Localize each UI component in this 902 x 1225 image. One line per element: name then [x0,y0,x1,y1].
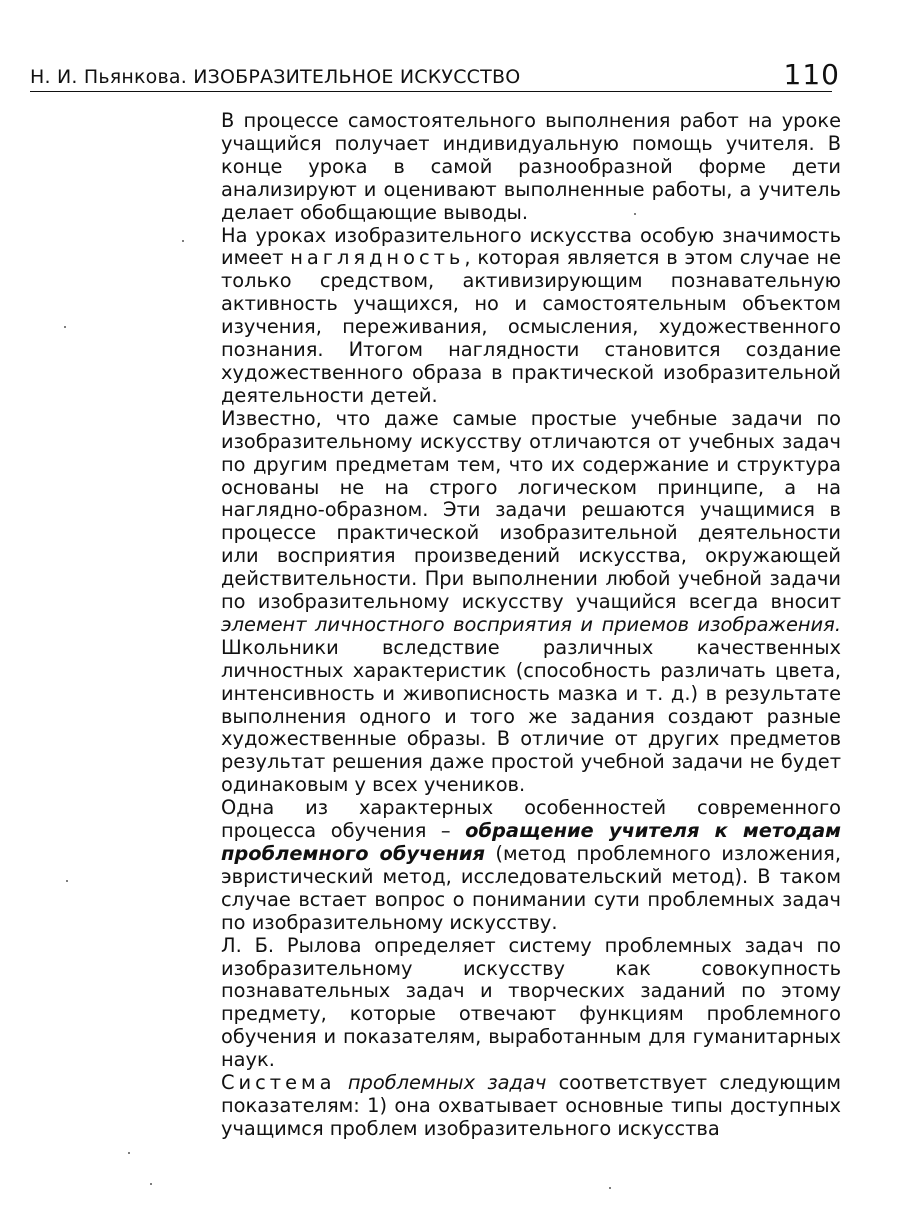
paragraph-3 [221,408,841,797]
spaced-term-sistema: Система [221,1071,336,1095]
scan-speck [128,1152,130,1154]
body-text [221,110,841,1141]
bold-italic-phrase: обращение учителя к методам проблемного обучения [221,819,842,865]
running-header [30,60,840,90]
scan-speck [150,1183,152,1185]
paragraph-5: Л. Б. Рылова определяет систему проблемных задач по изобразительному искусству как совокупность познавательных задач и творческих заданий по этому предмету, которые отвечают функциям проблемного обучения и показателям, выработанным для гуманитарных наук. [221,933,841,1072]
italic-phrase-problem-tasks: проблемных задач [347,1071,547,1095]
header-rule [30,91,832,92]
paragraph-6-text-b: соответствует следующим показателям: 1) она охватывает основные типы доступных учащимся проблем изобразительного искусства [221,1071,842,1140]
paragraph-2-text-b: , которая является в этом случае не только средством, активизирующим познавательную активность учащихся, но и самостоятельным объектом изучения, переживания, осмысления, художественного познания. Итогом наглядности становится создание художественного образа в практической изобразительной деятельности детей. [221,246,841,407]
scan-speck [66,880,68,882]
paragraph-4 [221,797,841,934]
scan-speck [182,240,184,242]
italic-phrase: элемент личностного восприятия и приемов изображения. [221,612,841,636]
page-number: 110 [783,58,840,91]
paragraph-4-text-a: Одна из характерных особенностей современного процесса обучения – [221,796,841,843]
paragraph-6 [221,1072,841,1141]
paragraph-3-text-b: Школьники вследствие различных качественных личностных характеристик (способность различать цвета, интенсивность и живописность мазка и т. д.) в результате выполнения одного и того же задания создают разные художественные образы. В отличие от других предметов результат решения даже простой учебной задачи не будет одинаковым у всех учеников. [221,635,841,797]
scan-speck [634,213,636,215]
running-title: Н. И. Пьянкова. ИЗОБРАЗИТЕЛЬНОЕ ИСКУССТВО [30,66,521,88]
paragraph-4-text-b: (метод проблемного изложения, эвристический метод, исследовательский метод). В таком случае встает вопрос о понимании сути проблемных задач по изобразительному искусству. [221,842,841,934]
paragraph-2 [221,225,841,408]
scan-speck [64,326,66,328]
paragraph-2-text-a: На уроках изобразительного искусства особую значимость имеет [221,223,841,270]
paragraph-1: В процессе самостоятельного выполнения работ на уроке учащийся получает индивидуальную помощь учителя. В конце урока в самой разнообразной форме дети анализируют и оценивают выполненные работы, а учитель делает обобщающие выводы. [221,109,841,224]
spaced-term-naglyadnost: наглядность [290,246,465,270]
paragraph-3-text-a: Известно, что даже самые простые учебные задачи по изобразительному искусству отличаются от учебных задач по другим предметам тем, что их содержание и структура основаны не на строго логическом принципе, а на наглядно-образном. Эти задачи решаются учащимися в процессе практической изобразительной деятельности или восприятия произведений искусства, окружающей действительности. При выполнении любой учебной задачи по изобразительному искусству учащийся всегда вносит [221,406,841,614]
scan-speck [609,1187,611,1189]
